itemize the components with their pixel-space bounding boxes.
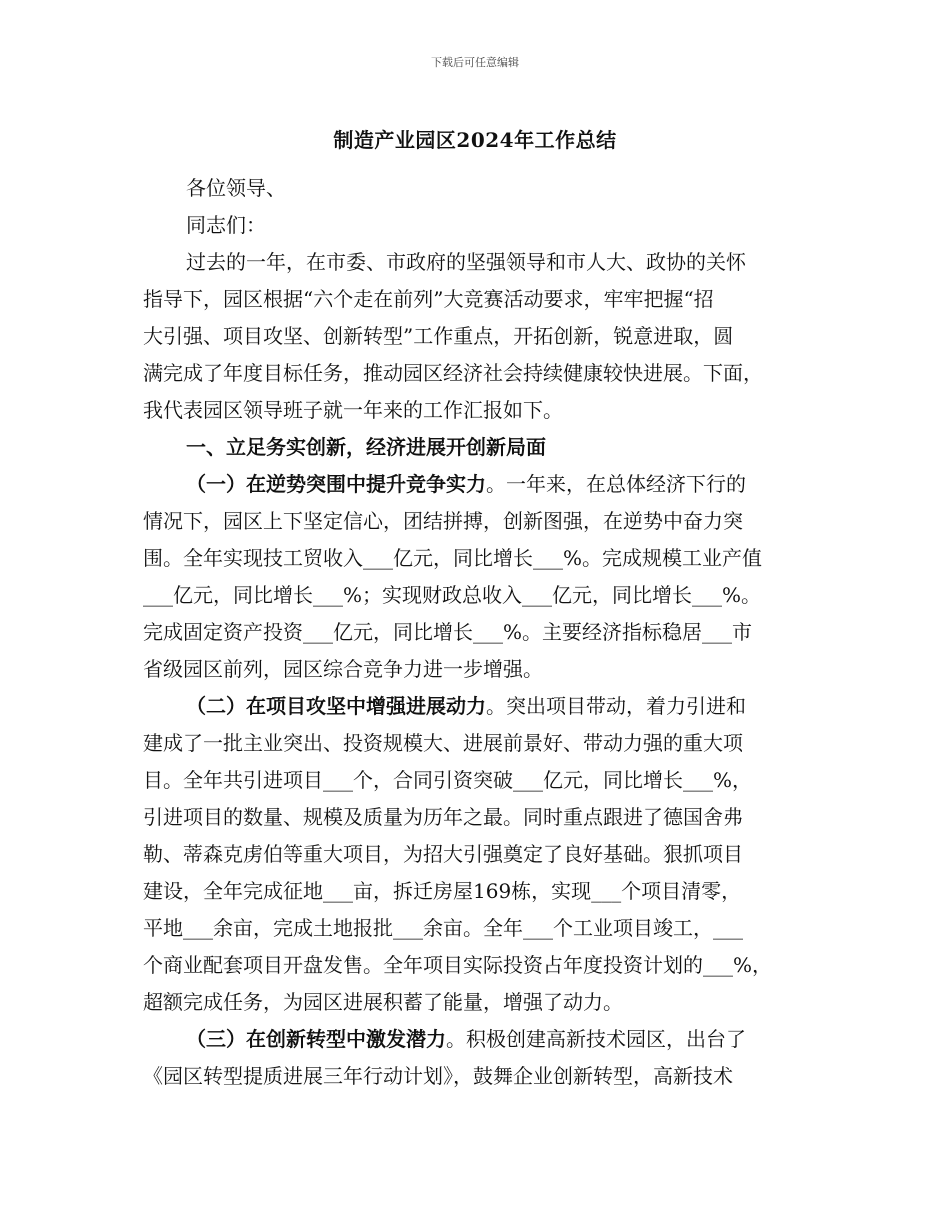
document-title: 制造产业园区2024年工作总结 [333, 128, 617, 152]
intro-line: 指导下，园区根据“六个走在前列”大竞赛活动要求，牢牢把握“招 [143, 287, 714, 311]
paragraph-line: 《园区转型提质进展三年行动计划》，鼓舞企业创新转型，高新技术 [143, 1064, 733, 1088]
document-body [143, 170, 811, 1095]
paragraph-text: 。突出项目带动，着力引进和 [486, 694, 746, 718]
intro-line: 大引强、项目攻坚、创新转型”工作重点，开拓创新，锐意进取，圆 [143, 324, 734, 348]
subsection-heading: （三）在创新转型中激发潜力 [186, 1027, 446, 1051]
paragraph-text: 。一年来，在总体经济下行的 [486, 472, 746, 496]
paragraph-line: 围。全年实现技工贸收入___亿元，同比增长___%。完成规模工业产值 [143, 546, 763, 570]
intro-line: 过去的一年，在市委、市政府的坚强领导和市人大、政协的关怀 [186, 250, 746, 274]
paragraph-line: 平地___余亩，完成土地报批___余亩。全年___个工业项目竣工，___ [143, 916, 743, 940]
paragraph-line: 个商业配套项目开盘发售。全年项目实际投资占年度投资计划的___%， [143, 953, 773, 977]
paragraph-line: 情况下，园区上下坚定信心，团结拼搏，创新图强，在逆势中奋力突 [143, 509, 743, 533]
paragraph-line: 建成了一批主业突出、投资规模大、进展前景好、带动力强的重大项 [143, 731, 743, 755]
paragraph-line: 勒、蒂森克虏伯等重大项目，为招大引强奠定了良好基础。狠抓项目 [143, 842, 743, 866]
section-heading: 一、立足务实创新，经济进展开创新局面 [186, 435, 546, 459]
paragraph-first-line [143, 688, 811, 725]
paragraph-line: 目。全年共引进项目___个，合同引资突破___亿元，同比增长___%， [143, 768, 753, 792]
paragraph-first-line [143, 1021, 811, 1058]
greeting-line: 各位领导、 [186, 176, 286, 200]
subsection-heading: （一）在逆势突围中提升竞争实力 [186, 472, 486, 496]
paragraph-text: 。积极创建高新技术园区，出台了 [446, 1027, 746, 1051]
greeting-line: 同志们： [186, 213, 266, 237]
intro-line: 我代表园区领导班子就一年来的工作汇报如下。 [143, 398, 563, 422]
paragraph-line: 完成固定资产投资___亿元，同比增长___%。主要经济指标稳居___市 [143, 620, 753, 644]
header-note: 下载后可任意编辑 [431, 56, 519, 69]
paragraph-first-line [143, 466, 811, 503]
paragraph-line: 建设，全年完成征地___亩，拆迁房屋169栋，实现___个项目清零， [143, 879, 742, 903]
paragraph-line: 超额完成任务，为园区进展积蓄了能量，增强了动力。 [143, 990, 623, 1014]
paragraph-line: 引进项目的数量、规模及质量为历年之最。同时重点跟进了德国舍弗 [143, 805, 743, 829]
paragraph-line: ___亿元，同比增长___%；实现财政总收入___亿元，同比增长___%。 [143, 583, 762, 607]
intro-line: 满完成了年度目标任务，推动园区经济社会持续健康较快进展。下面， [143, 361, 763, 385]
subsection-heading: （二）在项目攻坚中增强进展动力 [186, 694, 486, 718]
paragraph-line: 省级园区前列，园区综合竞争力进一步增强。 [143, 657, 543, 681]
